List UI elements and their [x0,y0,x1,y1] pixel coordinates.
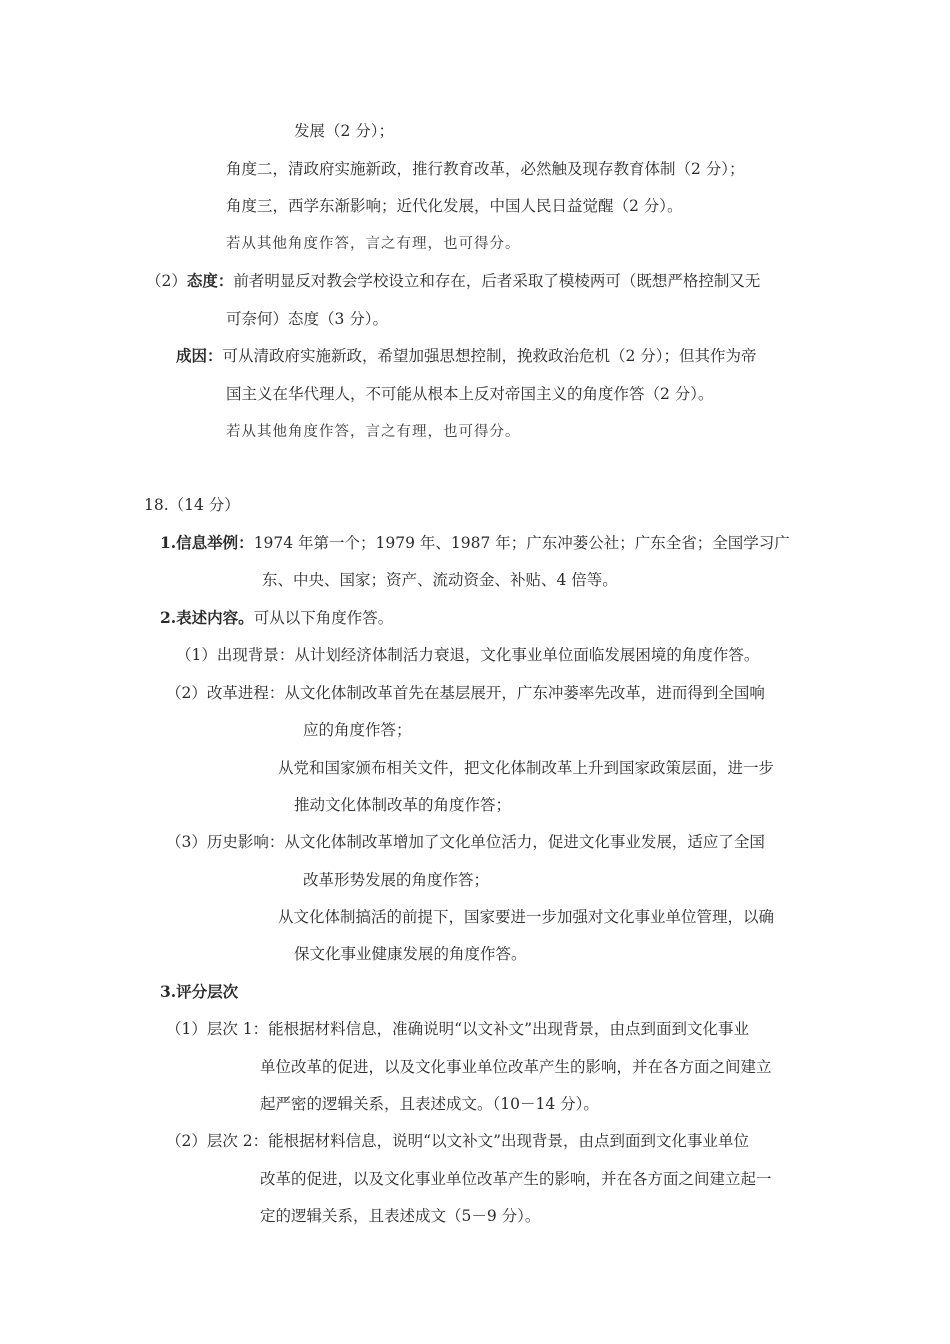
cause-line1 [176,345,757,367]
impact-line3: 从文化体制搞活的前提下，国家要进一步加强对文化事业单位管理，以确 [278,908,775,926]
q17-angle2: 角度二，清政府实施新政，推行教育改革，必然触及现存教育体制（2 分）； [226,160,745,178]
q17-cont-line: 发展（2 分）； [294,122,395,140]
level1-line1: （1）层次 1：能根据材料信息，准确说明“以文补文”出现背景，由点到面到文化事业 [166,1020,750,1038]
attitude-text-1: 前者明显反对教会学校设立和存在，后者采取了模棱两可（既想严格控制又无 [233,272,761,290]
expression-label: 2.表述内容。 [160,608,254,627]
info-example-text-2: 东、中央、国家；资产、流动资金、补贴、4 倍等。 [262,571,618,589]
expression-line [160,607,393,629]
process-line1: （2）改革进程：从文化体制改革首先在基层展开，广东冲蒌率先改革，进而得到全国响 [166,684,765,702]
expression-text: 可从以下角度作答。 [253,609,394,627]
process-line3: 从党和国家颁布相关文件，把文化体制改革上升到国家政策层面，进一步 [278,759,775,777]
background-line: （1）出现背景：从计划经济体制活力衰退，文化事业单位面临发展困境的角度作答。 [176,646,760,664]
q17-part2-number: （2） [146,272,187,290]
impact-line1: （3）历史影响：从文化体制改革增加了文化单位活力，促进文化事业发展，适应了全国 [166,833,765,851]
cause-label: 成因： [176,346,223,365]
info-example-label: 1.信息举例： [160,533,254,552]
q17-angle3: 角度三，西学东渐影响；近代化发展，中国人民日益觉醒（2 分）。 [226,197,683,215]
q17-part2-line1 [146,270,760,292]
impact-line4: 保文化事业健康发展的角度作答。 [294,945,527,963]
q17-note-1: 若从其他角度作答，言之有理，也可得分。 [226,236,521,252]
q18-header: 18.（14 分） [144,496,240,514]
level2-line3: 定的逻辑关系，且表述成文（5－9 分）。 [260,1207,541,1225]
grading-title: 3.评分层次 [160,982,239,1001]
cause-text-2: 国主义在华代理人，不可能从根本上反对帝国主义的角度作答（2 分）。 [226,385,714,403]
attitude-label: 态度： [186,271,234,290]
impact-line2: 改革形势发展的角度作答； [303,871,490,889]
info-example-line1 [160,532,790,554]
process-line2: 应的角度作答； [303,721,412,739]
attitude-text-2: 可奈何）态度（3 分）。 [226,310,389,328]
info-example-text-1: 1974 年第一个；1979 年、1987 年；广东冲蒌公社；广东全省；全国学习广 [253,534,790,552]
q17-note-2: 若从其他角度作答，言之有理，也可得分。 [226,424,521,440]
cause-text-1: 可从清政府实施新政，希望加强思想控制，挽救政治危机（2 分）；但其作为帝 [222,347,757,365]
level2-line2: 改革的促进，以及文化事业单位改革产生的影响，并在各方面之间建立起一 [260,1170,772,1188]
process-line4: 推动文化体制改革的角度作答； [294,796,512,814]
level1-line2: 单位改革的促进，以及文化事业单位改革产生的影响，并在各方面之间建立 [260,1058,772,1076]
level1-line3: 起严密的逻辑关系，且表述成文。（10－14 分）。 [260,1095,599,1113]
level2-line1: （2）层次 2：能根据材料信息，说明“以文补文”出现背景，由点到面到文化事业单位 [166,1132,750,1150]
